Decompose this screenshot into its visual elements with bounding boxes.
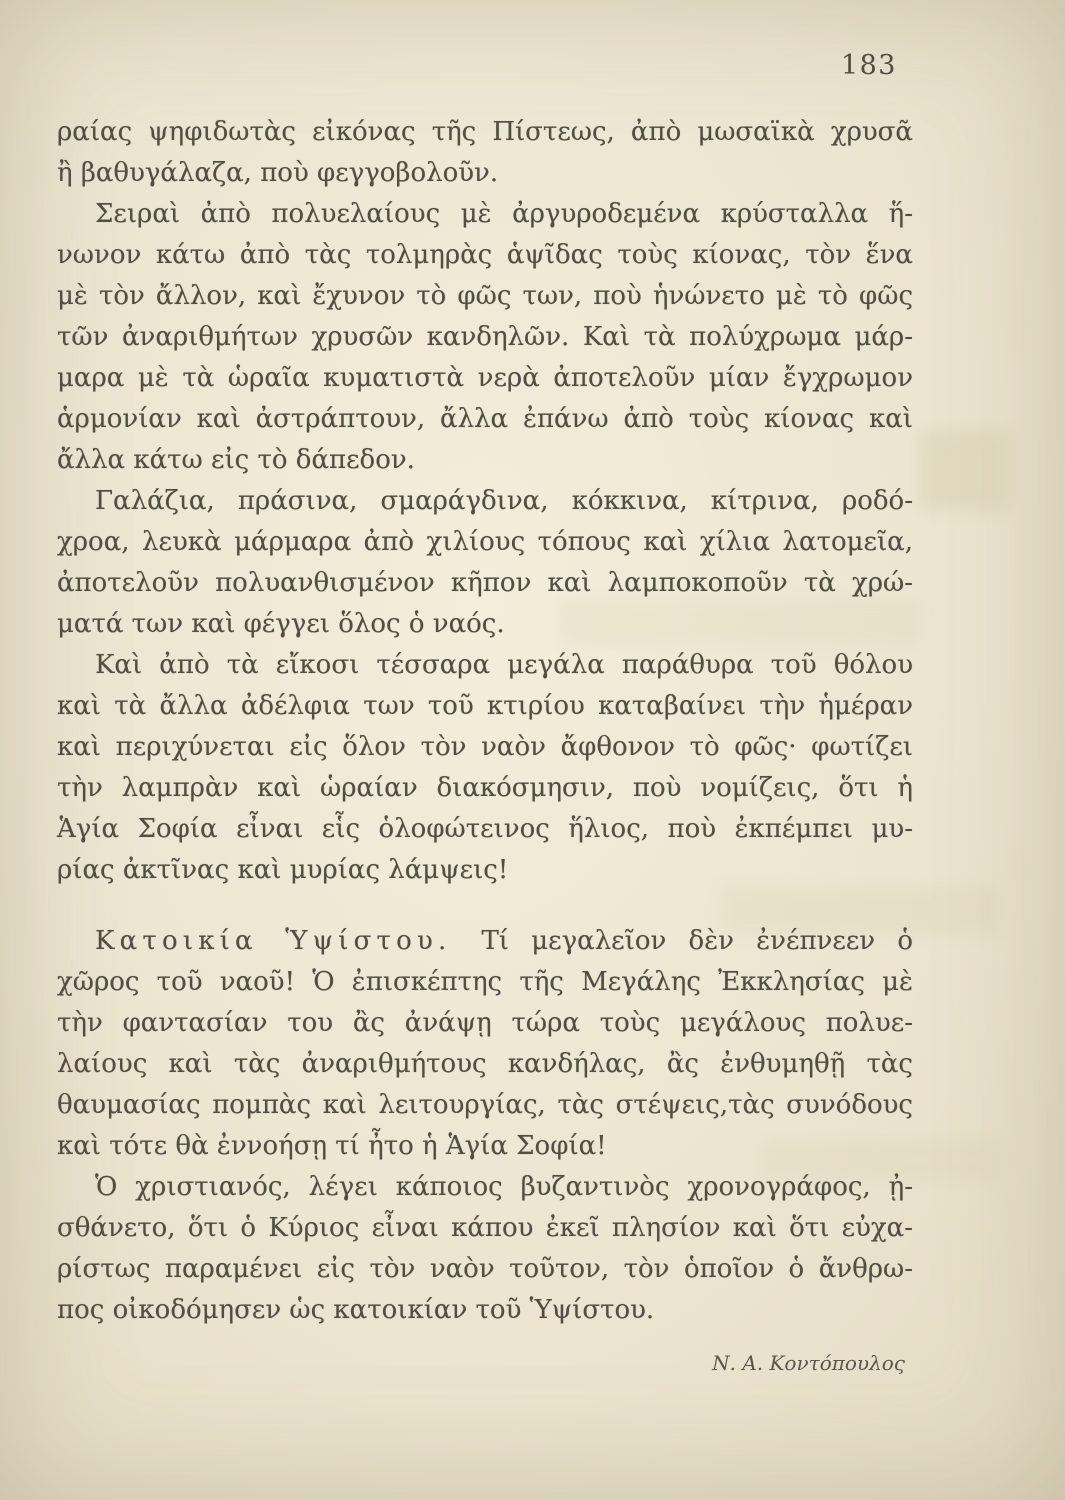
text-line: χροα, λευκὰ μάρμαρα ἀπὸ χιλίους τόπους καὶ χίλια λατομεῖα, <box>57 527 913 557</box>
text-line: ραίας ψηφιδωτὰς εἰκόνας τῆς Πίστεως, ἀπὸ μωσαϊκὰ χρυσᾶ <box>57 117 913 147</box>
text-line: μὲ τὸν ἄλλον, καὶ ἔχυνον τὸ φῶς των, ποὺ ἡνώνετο μὲ τὸ φῶς <box>57 281 913 311</box>
text-line: τὴν φαντασίαν του ἂς ἀνάψῃ τώρα τοὺς μεγάλους πολυε- <box>57 1008 913 1038</box>
text-line: πος οἰκοδόμησεν ὡς κατοικίαν τοῦ Ὑψίστου. <box>57 1295 655 1325</box>
text-line: Ἁγία Σοφία εἶναι εἷς ὁλοφώτεινος ἥλιος, ποὺ ἐκπέμπει μυ- <box>57 814 913 844</box>
page-number: 183 <box>840 50 897 81</box>
text-line: τῶν ἀναριθμήτων χρυσῶν κανδηλῶν. Καὶ τὰ πολύχρωμα μάρ- <box>57 322 913 352</box>
text-line: νωνον κάτω ἀπὸ τὰς τολμηρὰς ἁψῖδας τοὺς κίονας, τὸν ἕνα <box>57 240 913 270</box>
text-line: ρίας ἀκτῖνας καὶ μυρίας λάμψεις! <box>57 855 509 885</box>
text-line: Σειραὶ ἀπὸ πολυελαίους μὲ ἀργυροδεμένα κρύσταλλα ἥ- <box>95 199 913 229</box>
text-line <box>57 921 913 962</box>
paragraph <box>57 1167 913 1331</box>
text-block <box>57 112 913 1384</box>
text-line: ἁρμονίαν καὶ ἀστράπτουν, ἄλλα ἐπάνω ἀπὸ τοὺς κίονας καὶ <box>57 404 913 434</box>
text-line: ἢ βαθυγάλαζα, ποὺ φεγγοβολοῦν. <box>57 158 499 188</box>
paragraph <box>57 194 913 481</box>
text-line: ρίστως παραμένει εἰς τὸν ναὸν τοῦτον, τὸν ὁποῖον ὁ ἄνθρω- <box>57 1254 913 1284</box>
text-line: ἀποτελοῦν πολυανθισμένον κῆπον καὶ λαμποκοποῦν τὰ χρώ- <box>57 568 913 598</box>
text-line: χῶρος τοῦ ναοῦ! Ὁ ἐπισκέπτης τῆς Μεγάλης Ἐκκλησίας μὲ <box>57 967 913 997</box>
text-line: καὶ τὰ ἄλλα ἀδέλφια των τοῦ κτιρίου καταβαίνει τὴν ἡμέραν <box>57 691 913 721</box>
text-line: Καὶ ἀπὸ τὰ εἴκοσι τέσσαρα μεγάλα παράθυρα τοῦ θόλου <box>95 650 913 680</box>
text-line: τὴν λαμπρὰν καὶ ὡραίαν διακόσμησιν, ποὺ νομίζεις, ὅτι ἡ <box>57 773 913 803</box>
signature: Ν. Α. Κοντόπουλος <box>712 1351 905 1375</box>
section-heading-inline: Κατοικία Ὑψίστου. <box>95 926 452 956</box>
text-line: ματά των καὶ φέγγει ὅλος ὁ ναός. <box>57 609 505 639</box>
paragraph <box>57 481 913 645</box>
text-line: λαίους καὶ τὰς ἀναριθμήτους κανδήλας, ἂς ἐνθυμηθῇ τὰς <box>57 1049 913 1079</box>
text-line: θαυμασίας πομπὰς καὶ λειτουργίας, τὰς στέψεις,τὰς συνόδους <box>57 1090 913 1120</box>
paragraph <box>57 112 913 194</box>
bleed-through-artifact <box>920 430 1010 510</box>
text-line: καὶ τότε θὰ ἐννοήσῃ τί ἦτο ἡ Ἁγία Σοφία! <box>57 1131 607 1161</box>
text-line: καὶ περιχύνεται εἰς ὅλον τὸν ναὸν ἄφθονον τὸ φῶς· φωτίζει <box>57 732 913 762</box>
paragraph <box>57 645 913 891</box>
text-line: Γαλάζια, πράσινα, σμαράγδινα, κόκκινα, κίτρινα, ροδό- <box>95 486 913 516</box>
text-line-content: Τί μεγαλεῖον δὲν ἐνέπνεεν ὁ <box>481 926 914 956</box>
text-line: μαρα μὲ τὰ ὡραῖα κυματιστὰ νερὰ ἀποτελοῦν μίαν ἔγχρωμον <box>57 363 913 393</box>
text-line: ἄλλα κάτω εἰς τὸ δάπεδον. <box>57 445 415 475</box>
paragraph <box>57 921 913 1167</box>
text-line: Ὁ χριστιανός, λέγει κάποιος βυζαντινὸς χρονογράφος, ᾐ- <box>95 1172 913 1202</box>
text-line: σθάνετο, ὅτι ὁ Κύριος εἶναι κάπου ἐκεῖ πλησίον καὶ ὅτι εὐχα- <box>57 1213 913 1243</box>
